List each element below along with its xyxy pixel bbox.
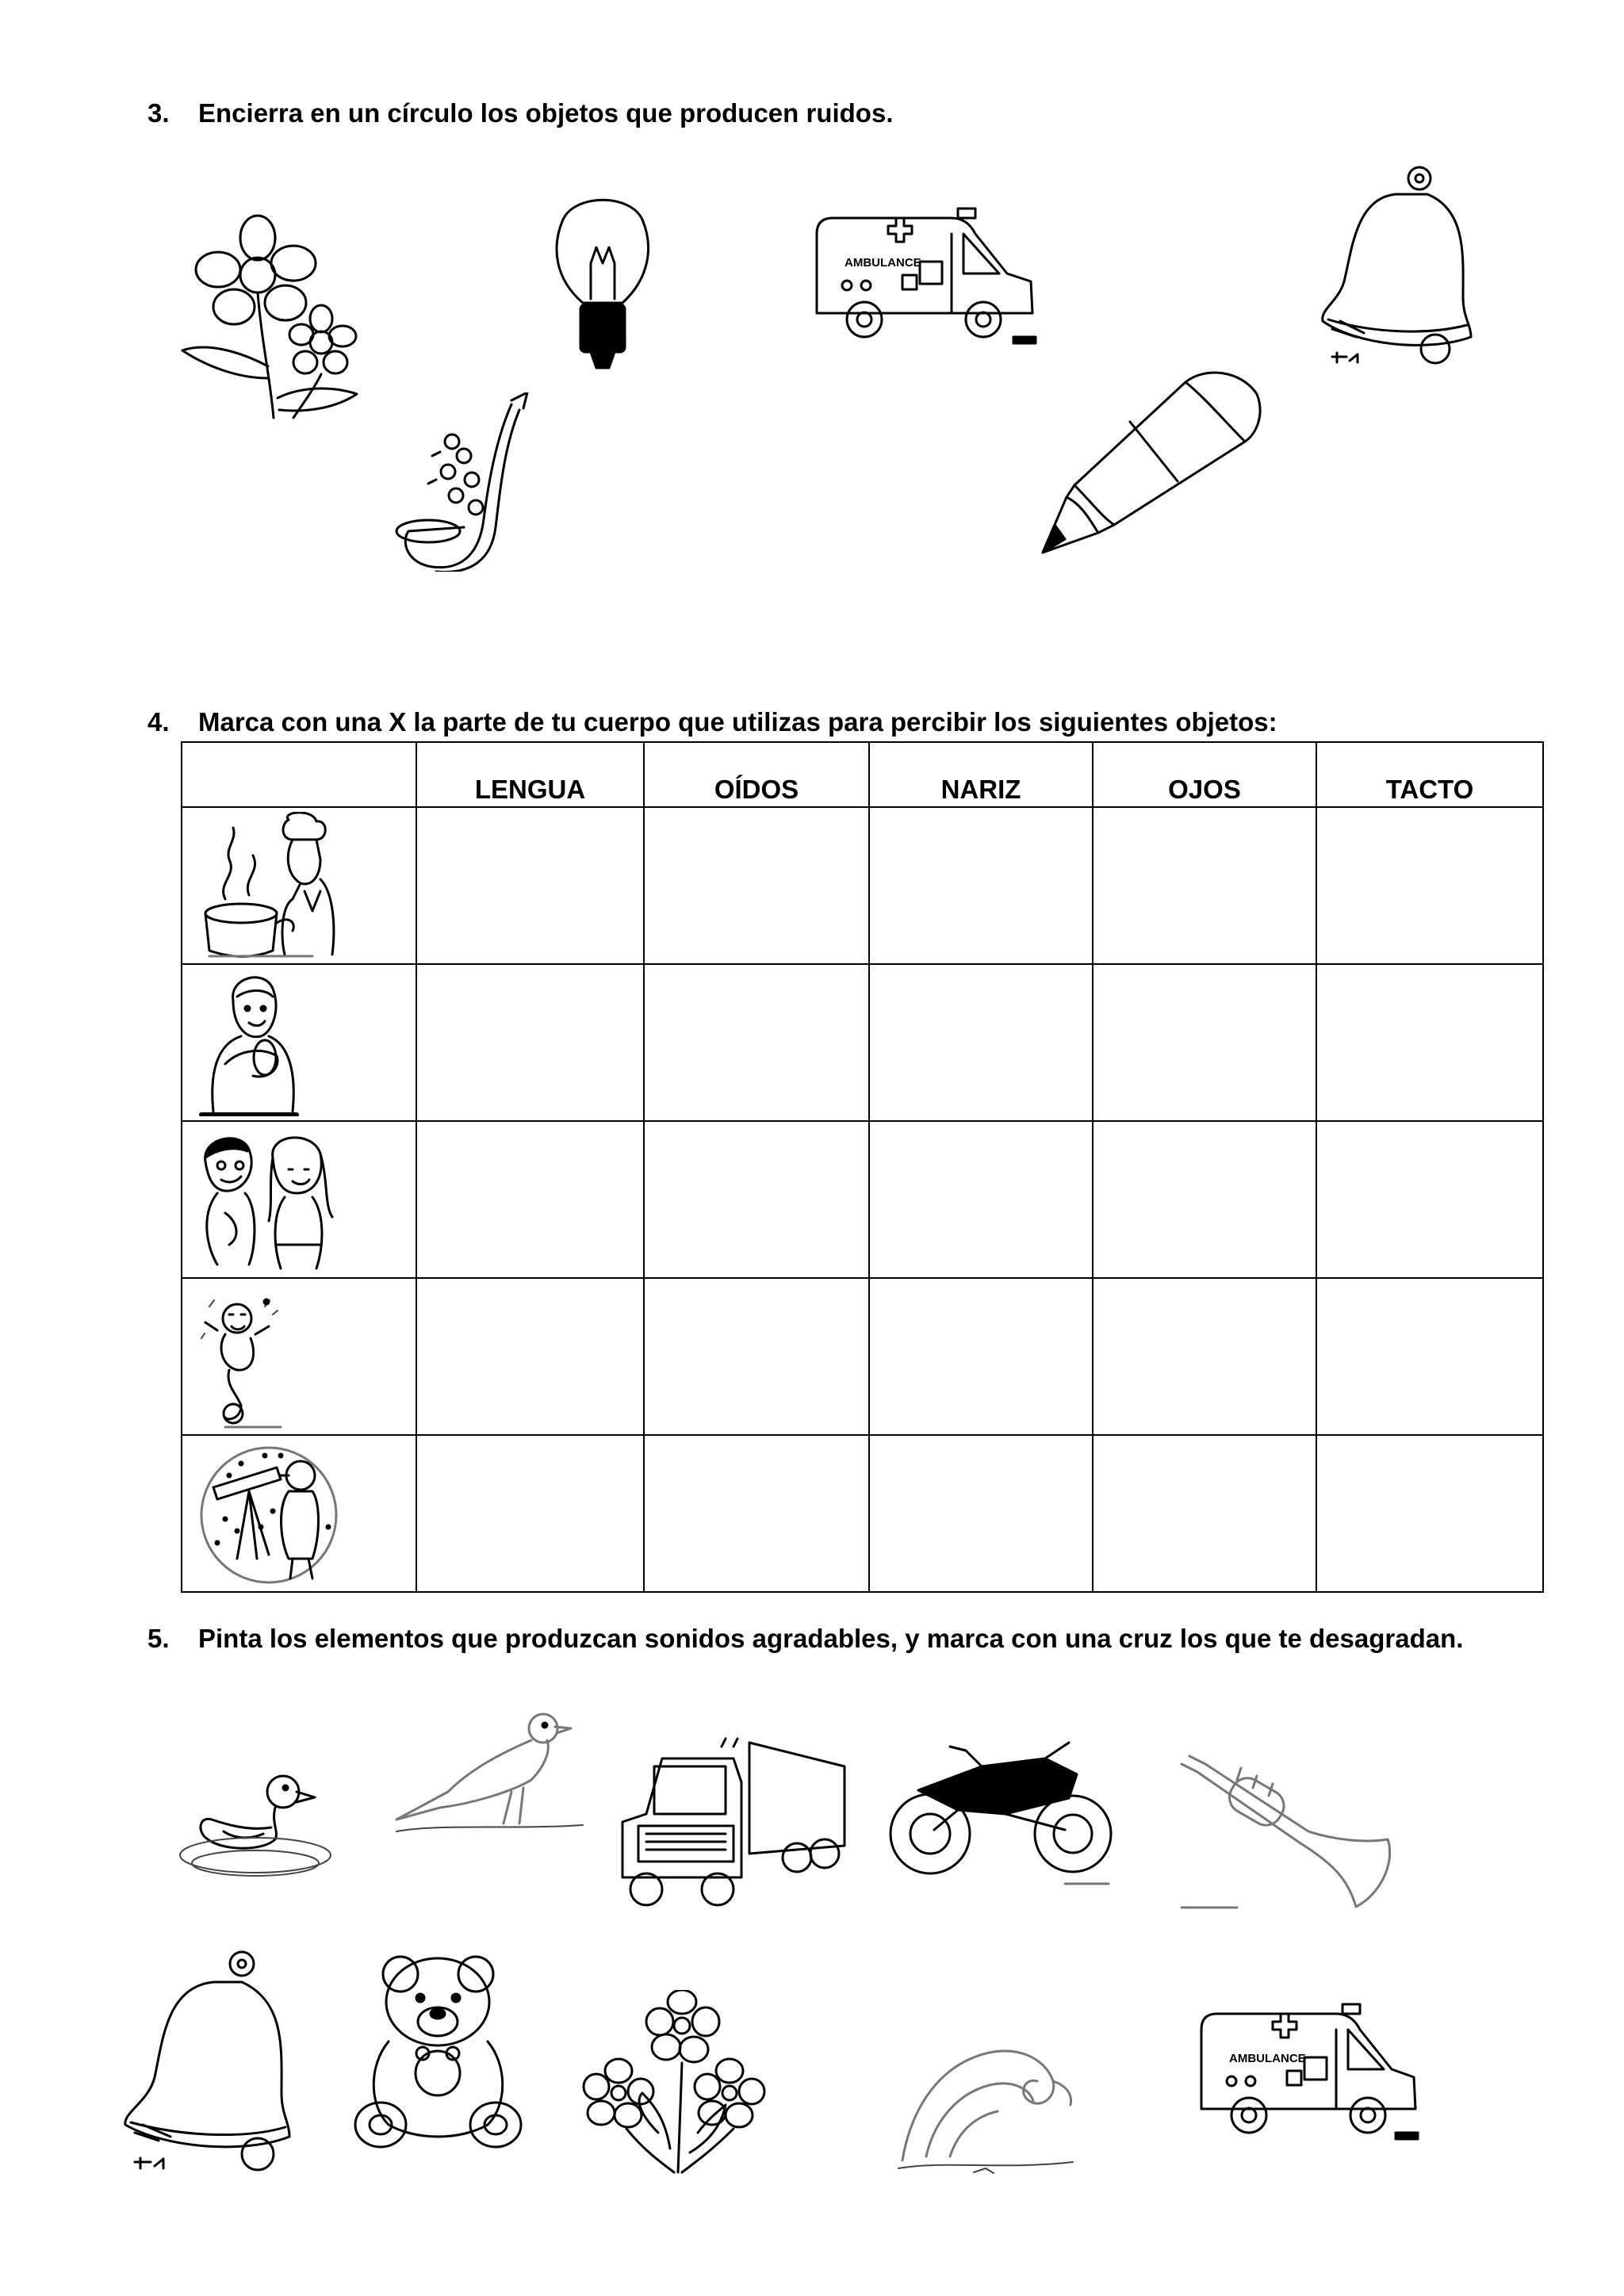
question-3-number: 3. [147,98,170,128]
cell-oidos[interactable] [644,1435,869,1592]
cell-nariz[interactable] [869,1435,1093,1592]
cell-oidos[interactable] [644,964,869,1121]
question-3-title [147,98,893,128]
table-row [182,807,1543,964]
header-oidos: OÍDOS [644,742,869,807]
bell-icon [111,1946,301,2176]
row-image-cell [182,1121,416,1278]
teddy-bear-icon [353,1946,523,2152]
table-row [182,1435,1543,1592]
senses-table [181,741,1544,1593]
cell-oidos[interactable] [644,1121,869,1278]
row-image-cell [182,964,416,1121]
ambulance-label: AMBULANCE [1229,2052,1306,2065]
saxophone-icon [393,392,535,572]
cell-nariz[interactable] [869,1121,1093,1278]
pencil-icon [1035,366,1265,555]
cell-tacto[interactable] [1316,964,1543,1121]
bird-icon [393,1705,587,1851]
children-talking-icon [193,1126,344,1273]
cell-lengua[interactable] [416,807,644,964]
cell-nariz[interactable] [869,1278,1093,1435]
header-ojos: OJOS [1093,742,1316,807]
flowers-icon [571,1990,781,2180]
cell-lengua[interactable] [416,1121,644,1278]
question-5-number: 5. [147,1624,170,1653]
row-image-cell [182,807,416,964]
cell-tacto[interactable] [1316,1121,1543,1278]
table-row [182,1121,1543,1278]
cell-nariz[interactable] [869,807,1093,964]
cell-oidos[interactable] [644,807,869,964]
cell-tacto[interactable] [1316,807,1543,964]
ambulance-label: AMBULANCE [845,256,921,270]
question-5-title [147,1624,1463,1654]
truck-icon [615,1735,848,1909]
trumpet-icon [1174,1752,1396,1911]
flower-icon [174,208,365,422]
cell-lengua[interactable] [416,1278,644,1435]
question-5-text: Pinta los elementos que produzcan sonidos agradables, y marca con una cruz los que te desagradan. [198,1624,1464,1653]
motorcycle-icon [887,1735,1116,1885]
ambulance-icon [809,202,1039,345]
cell-ojos[interactable] [1093,1435,1316,1592]
cell-ojos[interactable] [1093,964,1316,1121]
row-image-cell [182,1435,416,1592]
table-header-row [182,742,1543,807]
wave-icon [894,2018,1077,2176]
row-image-cell [182,1278,416,1435]
question-3-text: Encierra en un círculo los objetos que producen ruidos. [198,98,894,128]
cell-tacto[interactable] [1316,1278,1543,1435]
question-4-title [147,707,1277,737]
header-nariz: NARIZ [869,742,1093,807]
cell-tacto[interactable] [1316,1435,1543,1592]
table-row [182,1278,1543,1435]
header-tacto: TACTO [1316,742,1543,807]
table-row [182,964,1543,1121]
cell-oidos[interactable] [644,1278,869,1435]
child-playing-music-icon [193,1283,344,1430]
question-4-text: Marca con una X la parte de tu cuerpo que utilizas para percibir los siguientes objetos: [198,707,1277,737]
cell-ojos[interactable] [1093,1121,1316,1278]
person-eating-icon [193,969,344,1116]
cell-ojos[interactable] [1093,1278,1316,1435]
header-empty [182,742,416,807]
cell-nariz[interactable] [869,964,1093,1121]
bell-icon [1308,163,1483,370]
child-telescope-icon [193,1440,344,1587]
question-4-number: 4. [147,707,170,737]
cell-ojos[interactable] [1093,807,1316,964]
light-bulb-icon [547,184,658,371]
chef-cooking-icon [193,812,344,959]
ambulance-icon [1193,1998,1419,2141]
header-lengua: LENGUA [416,742,644,807]
cell-lengua[interactable] [416,964,644,1121]
cell-lengua[interactable] [416,1435,644,1592]
duck-icon [176,1764,335,1891]
